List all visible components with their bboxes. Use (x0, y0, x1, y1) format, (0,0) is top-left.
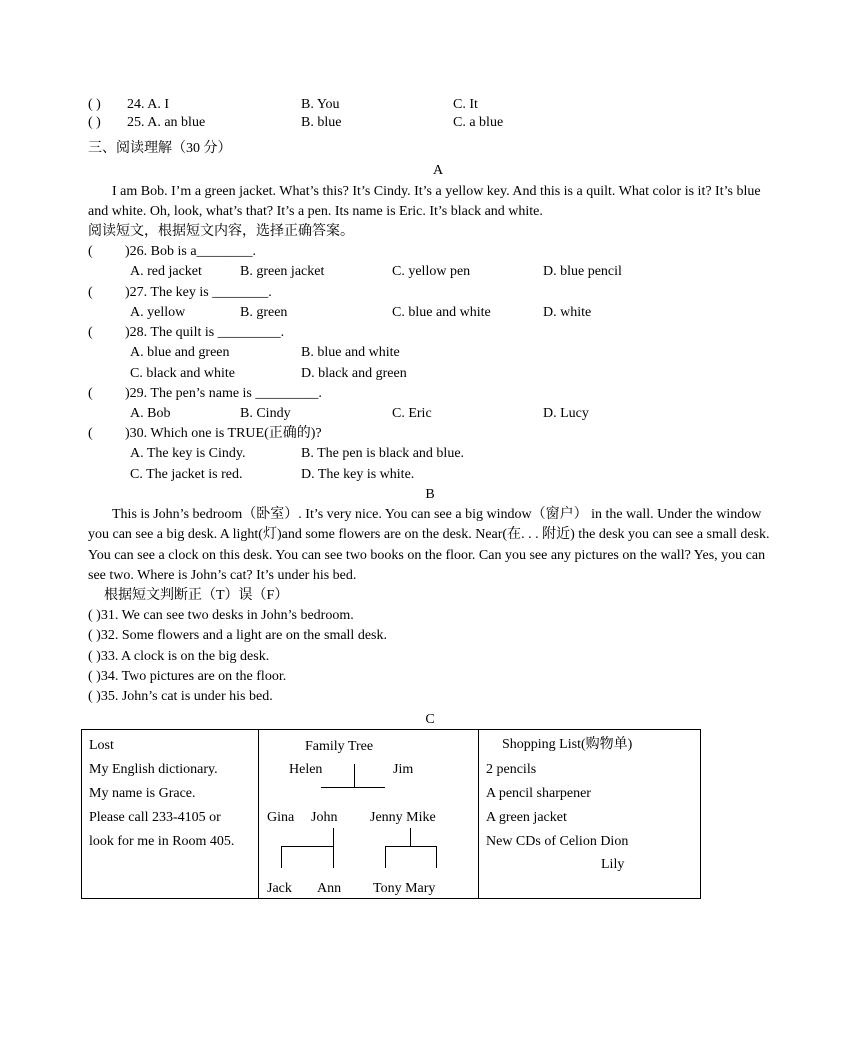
shopping-signature: Lily (601, 857, 625, 872)
q30-option-a: A. The key is Cindy. (130, 446, 246, 461)
shopping-item-3: A green jacket (486, 810, 567, 825)
q30-stem: )30. Which one is TRUE(正确的)? (125, 426, 322, 441)
q25-paren[interactable]: ( ) (88, 115, 101, 130)
q28-option-c: C. black and white (130, 366, 235, 381)
q24-paren[interactable]: ( ) (88, 97, 101, 112)
q27-option-d: D. white (543, 305, 592, 320)
q24-option-c: C. It (453, 97, 478, 112)
family-tony-mary: Tony Mary (373, 881, 436, 896)
part-b-passage: This is John’s bedroom（卧室）. It’s very nice. You can see a big window（窗户） in the wall. Under the window you can see a big desk. A light(灯)and some flowers are on the desk. Near(在. . . 附近) the desk you can see a small desk. You can see a clock on this desk. You can see two books on the floor. Can you see any pictures on the wall? Yes, you can see two. Where is John’s cat? It’s under his bed. (88, 507, 770, 583)
q26-stem: )26. Bob is a________. (125, 244, 257, 259)
part-a-heading: A (432, 163, 444, 178)
gina-john-bracket (281, 846, 334, 847)
q28-option-d: D. black and green (301, 366, 407, 381)
q26-option-b: B. green jacket (240, 264, 325, 279)
q30-option-d: D. The key is white. (301, 467, 415, 482)
q27-paren[interactable]: ( (88, 285, 93, 300)
q29-paren[interactable]: ( (88, 386, 93, 401)
q29-option-a: A. Bob (130, 406, 171, 421)
q25-option-b: B. blue (301, 115, 342, 130)
q26-option-c: C. yellow pen (392, 264, 471, 279)
jenny-mike-right-leg (436, 846, 437, 868)
q26-option-a: A. red jacket (130, 264, 202, 279)
q30-option-c: C. The jacket is red. (130, 467, 243, 482)
shopping-item-4: New CDs of Celion Dion (486, 834, 629, 849)
family-tree-cell (259, 730, 479, 899)
lost-title: Lost (89, 738, 114, 753)
section-heading: 三、阅读理解（30 分） (88, 141, 232, 156)
family-john: John (311, 810, 338, 825)
part-b-heading: B (425, 487, 435, 502)
gina-john-link (333, 828, 334, 846)
marriage-line-vertical (354, 764, 355, 788)
shopping-title: Shopping List(购物单) (502, 737, 633, 752)
q34-statement[interactable]: ( )34. Two pictures are on the floor. (88, 669, 287, 684)
q26-option-d: D. blue pencil (543, 264, 622, 279)
q35-statement[interactable]: ( )35. John’s cat is under his bed. (88, 689, 273, 704)
lost-notice-cell (82, 730, 259, 899)
gina-john-right-leg (333, 846, 334, 868)
q24-option-b: B. You (301, 97, 340, 112)
marriage-line-horizontal (321, 787, 385, 788)
lost-line-3: Please call 233-4105 or (89, 810, 221, 825)
family-tree-title: Family Tree (305, 739, 374, 754)
part-c-table (81, 729, 701, 899)
family-jim: Jim (393, 762, 414, 777)
family-jack: Jack (267, 881, 292, 896)
q25-option-a: 25. A. an blue (127, 115, 206, 130)
family-gina: Gina (267, 810, 295, 825)
q30-option-b: B. The pen is black and blue. (301, 446, 465, 461)
q24-option-a: 24. A. I (127, 97, 169, 112)
shopping-item-1: 2 pencils (486, 762, 537, 777)
jenny-mike-bracket (385, 846, 437, 847)
shopping-list-cell (479, 730, 701, 899)
q31-statement[interactable]: ( )31. We can see two desks in John’s bedroom. (88, 608, 354, 623)
q25-option-c: C. a blue (453, 115, 504, 130)
jenny-mike-left-leg (385, 846, 386, 868)
q27-option-b: B. green (240, 305, 288, 320)
q28-stem: )28. The quilt is _________. (125, 325, 285, 340)
lost-line-1: My English dictionary. (89, 762, 218, 777)
shopping-item-2: A pencil sharpener (486, 786, 591, 801)
q29-option-d: D. Lucy (543, 406, 589, 421)
q27-stem: )27. The key is ________. (125, 285, 272, 300)
family-helen: Helen (289, 762, 323, 777)
lost-line-4: look for me in Room 405. (89, 834, 235, 849)
q32-statement[interactable]: ( )32. Some flowers and a light are on the small desk. (88, 628, 387, 643)
part-c-heading: C (425, 712, 435, 727)
q29-option-c: C. Eric (392, 406, 432, 421)
q30-paren[interactable]: ( (88, 426, 93, 441)
family-ann: Ann (317, 881, 342, 896)
q29-option-b: B. Cindy (240, 406, 291, 421)
gina-john-left-leg (281, 846, 282, 868)
q29-stem: )29. The pen’s name is _________. (125, 386, 322, 401)
q27-option-a: A. yellow (130, 305, 186, 320)
q27-option-c: C. blue and white (392, 305, 491, 320)
q26-paren[interactable]: ( (88, 244, 93, 259)
q33-statement[interactable]: ( )33. A clock is on the big desk. (88, 649, 270, 664)
part-a-passage: I am Bob. I’m a green jacket. What’s this? It’s Cindy. It’s a yellow key. And this is a quilt. What color is it? It’s blue and white. Oh, look, what’s that? It’s a pen. Its name is Eric. It’s black and white. (88, 184, 761, 220)
part-a-instruction: 阅读短文，根据短文内容，选择正确答案。 (88, 224, 354, 239)
part-b-instruction: 根据短文判断正（T）误（F） (104, 588, 289, 603)
lost-line-2: My name is Grace. (89, 786, 196, 801)
family-jenny-mike: Jenny Mike (370, 810, 436, 825)
jenny-mike-link (410, 828, 411, 846)
q28-paren[interactable]: ( (88, 325, 93, 340)
q28-option-b: B. blue and white (301, 345, 400, 360)
q28-option-a: A. blue and green (130, 345, 230, 360)
